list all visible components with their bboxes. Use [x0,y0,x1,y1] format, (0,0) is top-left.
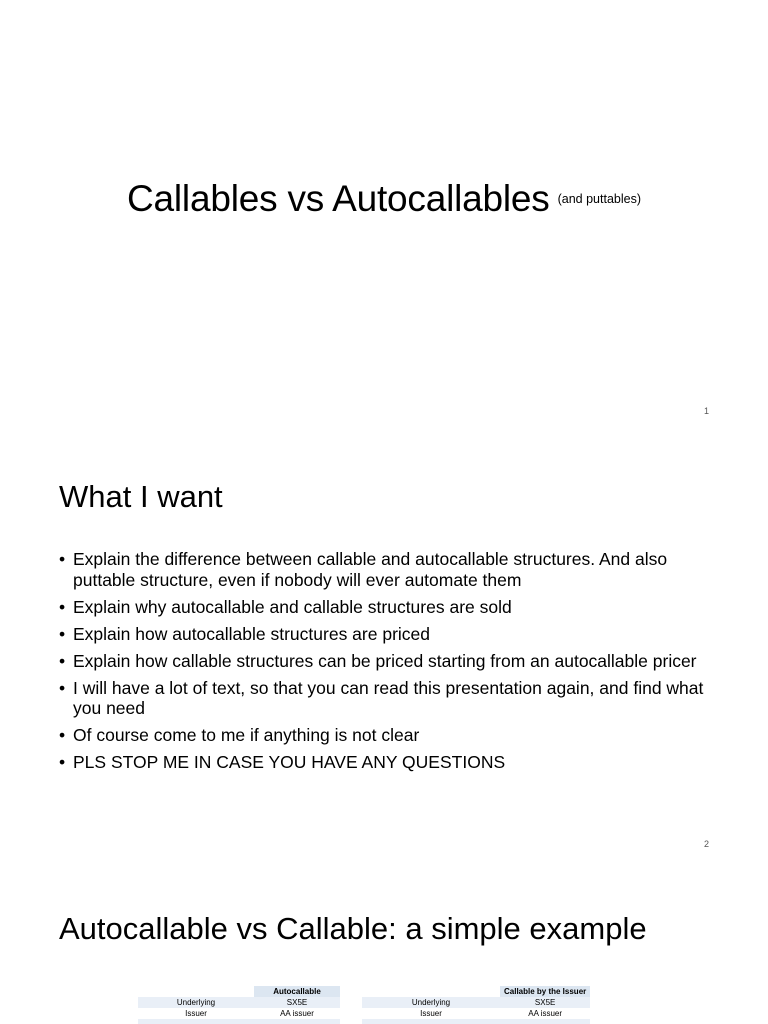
bullet-list [59,549,719,779]
table-row [138,1008,340,1019]
table-cell-label: Issuer [362,1008,500,1019]
bullet-item: • Explain how autocallable structures are priced [59,624,719,645]
table-cell-value: SX5E [500,997,590,1008]
table-row [362,997,590,1008]
slide-heading: Autocallable vs Callable: a simple example [59,911,647,946]
table-cell-label: Underlying [138,997,254,1008]
table-header-cell: Autocallable [254,986,340,997]
table-cell-value [254,1019,340,1024]
bullet-item: • PLS STOP ME IN CASE YOU HAVE ANY QUESTIONS [59,752,719,773]
table-header-row [362,986,590,997]
bullet-item: • Explain how callable structures can be priced starting from an autocallable pricer [59,651,719,672]
table-header-row [138,986,340,997]
slide-2 [0,432,768,864]
table-cell-label [362,1019,500,1024]
table-header-blank [362,986,500,997]
table-cell-label: Underlying [362,997,500,1008]
table-cell-value [500,1019,590,1024]
title-subtitle: (and puttables) [557,192,641,206]
slide-heading: What I want [59,479,223,514]
bullet-item: • Of course come to me if anything is not clear [59,725,719,746]
callable-table [362,986,590,1024]
table-row [362,1008,590,1019]
slide-title [0,178,768,220]
table-row [138,1019,340,1024]
bullet-item: • Explain the difference between callable and autocallable structures. And also puttable structure, even if nobody will ever automate them [59,549,719,590]
table-cell-label [138,1019,254,1024]
bullet-item: • Explain why autocallable and callable structures are sold [59,597,719,618]
page-number: 1 [703,406,709,416]
bullet-item: • I will have a lot of text, so that you can read this presentation again, and find what you need [59,678,719,719]
table-cell-value: AA issuer [254,1008,340,1019]
table-row [362,1019,590,1024]
table-cell-value: AA issuer [500,1008,590,1019]
page-number: 2 [703,839,709,849]
table-header-blank [138,986,254,997]
title-text: Callables vs Autocallables [127,178,550,219]
slide-1 [0,0,768,432]
table-header-cell: Callable by the Issuer [500,986,590,997]
slide-3 [0,864,768,1024]
autocallable-table [138,986,340,1024]
table-cell-label: Issuer [138,1008,254,1019]
table-row [138,997,340,1008]
table-cell-value: SX5E [254,997,340,1008]
